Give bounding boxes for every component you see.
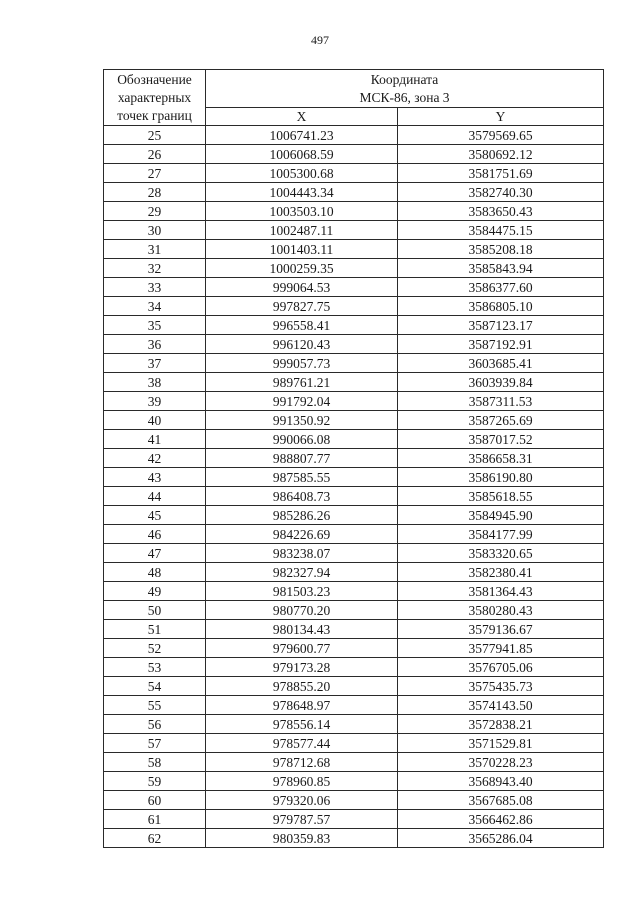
x-coordinate-cell: 979787.57 bbox=[206, 810, 398, 829]
x-coordinate-cell: 978712.68 bbox=[206, 753, 398, 772]
x-coordinate-cell: 1004443.34 bbox=[206, 183, 398, 202]
table-row bbox=[104, 392, 604, 411]
point-number-cell: 39 bbox=[104, 392, 206, 411]
table-row bbox=[104, 221, 604, 240]
coordinates-table bbox=[103, 69, 604, 848]
table-row bbox=[104, 297, 604, 316]
x-coordinate-cell: 978556.14 bbox=[206, 715, 398, 734]
y-coordinate-cell: 3583320.65 bbox=[398, 544, 604, 563]
table-row bbox=[104, 791, 604, 810]
point-number-cell: 60 bbox=[104, 791, 206, 810]
y-coordinate-cell: 3581751.69 bbox=[398, 164, 604, 183]
y-coordinate-cell: 3580280.43 bbox=[398, 601, 604, 620]
point-number-cell: 28 bbox=[104, 183, 206, 202]
table-row bbox=[104, 278, 604, 297]
y-coordinate-cell: 3568943.40 bbox=[398, 772, 604, 791]
y-coordinate-cell: 3587192.91 bbox=[398, 335, 604, 354]
x-coordinate-cell: 999057.73 bbox=[206, 354, 398, 373]
table-row bbox=[104, 316, 604, 335]
y-coordinate-cell: 3582740.30 bbox=[398, 183, 604, 202]
x-coordinate-cell: 1006068.59 bbox=[206, 145, 398, 164]
point-number-cell: 48 bbox=[104, 563, 206, 582]
point-number-cell: 41 bbox=[104, 430, 206, 449]
point-number-cell: 53 bbox=[104, 658, 206, 677]
point-number-cell: 43 bbox=[104, 468, 206, 487]
x-coordinate-cell: 996120.43 bbox=[206, 335, 398, 354]
y-coordinate-cell: 3586658.31 bbox=[398, 449, 604, 468]
point-number-cell: 56 bbox=[104, 715, 206, 734]
y-coordinate-cell: 3585618.55 bbox=[398, 487, 604, 506]
x-coordinate-cell: 1001403.11 bbox=[206, 240, 398, 259]
table-row bbox=[104, 506, 604, 525]
y-coordinate-cell: 3579136.67 bbox=[398, 620, 604, 639]
y-coordinate-cell: 3570228.23 bbox=[398, 753, 604, 772]
x-coordinate-cell: 980770.20 bbox=[206, 601, 398, 620]
table-row bbox=[104, 183, 604, 202]
table-row bbox=[104, 487, 604, 506]
y-coordinate-cell: 3583650.43 bbox=[398, 202, 604, 221]
y-coordinate-cell: 3581364.43 bbox=[398, 582, 604, 601]
point-number-cell: 54 bbox=[104, 677, 206, 696]
y-coordinate-cell: 3574143.50 bbox=[398, 696, 604, 715]
y-coordinate-cell: 3566462.86 bbox=[398, 810, 604, 829]
table-header bbox=[104, 70, 604, 126]
point-number-cell: 44 bbox=[104, 487, 206, 506]
y-coordinate-cell: 3586377.60 bbox=[398, 278, 604, 297]
header-row-top bbox=[104, 70, 604, 108]
x-coordinate-cell: 979173.28 bbox=[206, 658, 398, 677]
y-coordinate-cell: 3579569.65 bbox=[398, 126, 604, 145]
table-row bbox=[104, 525, 604, 544]
point-number-cell: 37 bbox=[104, 354, 206, 373]
table-row bbox=[104, 582, 604, 601]
point-number-cell: 30 bbox=[104, 221, 206, 240]
point-number-cell: 32 bbox=[104, 259, 206, 278]
x-coordinate-cell: 987585.55 bbox=[206, 468, 398, 487]
coordinate-title: Координата bbox=[370, 71, 439, 87]
point-number-cell: 29 bbox=[104, 202, 206, 221]
point-number-cell: 34 bbox=[104, 297, 206, 316]
point-number-cell: 57 bbox=[104, 734, 206, 753]
point-number-cell: 27 bbox=[104, 164, 206, 183]
x-coordinate-cell: 1003503.10 bbox=[206, 202, 398, 221]
x-coordinate-cell: 985286.26 bbox=[206, 506, 398, 525]
y-coordinate-cell: 3587017.52 bbox=[398, 430, 604, 449]
table-row bbox=[104, 430, 604, 449]
table-row bbox=[104, 126, 604, 145]
y-coordinate-cell: 3572838.21 bbox=[398, 715, 604, 734]
table-row bbox=[104, 620, 604, 639]
y-coordinate-cell: 3587311.53 bbox=[398, 392, 604, 411]
y-coordinate-cell: 3603685.41 bbox=[398, 354, 604, 373]
y-coordinate-cell: 3585208.18 bbox=[398, 240, 604, 259]
table-row bbox=[104, 677, 604, 696]
x-header: X bbox=[206, 108, 398, 126]
table-row bbox=[104, 753, 604, 772]
y-header: Y bbox=[398, 108, 604, 126]
y-coordinate-cell: 3576705.06 bbox=[398, 658, 604, 677]
x-coordinate-cell: 983238.07 bbox=[206, 544, 398, 563]
y-coordinate-cell: 3584945.90 bbox=[398, 506, 604, 525]
x-coordinate-cell: 1006741.23 bbox=[206, 126, 398, 145]
point-number-cell: 51 bbox=[104, 620, 206, 639]
point-number-cell: 47 bbox=[104, 544, 206, 563]
table-row bbox=[104, 734, 604, 753]
y-coordinate-cell: 3587265.69 bbox=[398, 411, 604, 430]
x-coordinate-cell: 990066.08 bbox=[206, 430, 398, 449]
x-coordinate-cell: 991350.92 bbox=[206, 411, 398, 430]
table-row bbox=[104, 354, 604, 373]
point-label-header: Обозначение характерных точек границ bbox=[104, 70, 206, 126]
point-number-cell: 40 bbox=[104, 411, 206, 430]
x-coordinate-cell: 984226.69 bbox=[206, 525, 398, 544]
y-coordinate-cell: 3586805.10 bbox=[398, 297, 604, 316]
table-row bbox=[104, 772, 604, 791]
point-number-cell: 52 bbox=[104, 639, 206, 658]
table-row bbox=[104, 696, 604, 715]
y-coordinate-cell: 3603939.84 bbox=[398, 373, 604, 392]
table-row bbox=[104, 544, 604, 563]
point-number-cell: 25 bbox=[104, 126, 206, 145]
y-coordinate-cell: 3580692.12 bbox=[398, 145, 604, 164]
table-row bbox=[104, 449, 604, 468]
point-number-cell: 46 bbox=[104, 525, 206, 544]
table-row bbox=[104, 259, 604, 278]
y-coordinate-cell: 3584475.15 bbox=[398, 221, 604, 240]
x-coordinate-cell: 979320.06 bbox=[206, 791, 398, 810]
x-coordinate-cell: 988807.77 bbox=[206, 449, 398, 468]
table-body bbox=[104, 126, 604, 848]
point-number-cell: 55 bbox=[104, 696, 206, 715]
table-row bbox=[104, 145, 604, 164]
point-number-cell: 33 bbox=[104, 278, 206, 297]
table-row bbox=[104, 563, 604, 582]
coordinate-system: МСК-86, зона 3 bbox=[359, 89, 450, 105]
x-coordinate-cell: 978648.97 bbox=[206, 696, 398, 715]
y-coordinate-cell: 3586190.80 bbox=[398, 468, 604, 487]
y-coordinate-cell: 3575435.73 bbox=[398, 677, 604, 696]
point-number-cell: 31 bbox=[104, 240, 206, 259]
table-row bbox=[104, 810, 604, 829]
table-row bbox=[104, 411, 604, 430]
point-number-cell: 42 bbox=[104, 449, 206, 468]
x-coordinate-cell: 978960.85 bbox=[206, 772, 398, 791]
x-coordinate-cell: 978855.20 bbox=[206, 677, 398, 696]
x-coordinate-cell: 1000259.35 bbox=[206, 259, 398, 278]
point-number-cell: 61 bbox=[104, 810, 206, 829]
point-number-cell: 45 bbox=[104, 506, 206, 525]
y-coordinate-cell: 3577941.85 bbox=[398, 639, 604, 658]
y-coordinate-cell: 3582380.41 bbox=[398, 563, 604, 582]
table-row bbox=[104, 164, 604, 183]
y-coordinate-cell: 3565286.04 bbox=[398, 829, 604, 848]
y-coordinate-cell: 3567685.08 bbox=[398, 791, 604, 810]
x-coordinate-cell: 980359.83 bbox=[206, 829, 398, 848]
point-number-cell: 36 bbox=[104, 335, 206, 354]
point-number-cell: 38 bbox=[104, 373, 206, 392]
point-number-cell: 58 bbox=[104, 753, 206, 772]
table-row bbox=[104, 715, 604, 734]
point-number-cell: 50 bbox=[104, 601, 206, 620]
page-number: 497 bbox=[311, 33, 329, 47]
point-number-cell: 26 bbox=[104, 145, 206, 164]
table-row bbox=[104, 639, 604, 658]
x-coordinate-cell: 991792.04 bbox=[206, 392, 398, 411]
x-coordinate-cell: 980134.43 bbox=[206, 620, 398, 639]
y-coordinate-cell: 3585843.94 bbox=[398, 259, 604, 278]
x-coordinate-cell: 989761.21 bbox=[206, 373, 398, 392]
table-row bbox=[104, 202, 604, 221]
point-number-cell: 49 bbox=[104, 582, 206, 601]
point-number-cell: 59 bbox=[104, 772, 206, 791]
x-coordinate-cell: 986408.73 bbox=[206, 487, 398, 506]
point-number-cell: 62 bbox=[104, 829, 206, 848]
x-coordinate-cell: 1002487.11 bbox=[206, 221, 398, 240]
table-row bbox=[104, 373, 604, 392]
x-coordinate-cell: 997827.75 bbox=[206, 297, 398, 316]
table-row bbox=[104, 658, 604, 677]
table-row bbox=[104, 240, 604, 259]
x-coordinate-cell: 978577.44 bbox=[206, 734, 398, 753]
x-coordinate-cell: 1005300.68 bbox=[206, 164, 398, 183]
x-coordinate-cell: 996558.41 bbox=[206, 316, 398, 335]
table-row bbox=[104, 468, 604, 487]
y-coordinate-cell: 3584177.99 bbox=[398, 525, 604, 544]
coordinate-header bbox=[206, 70, 604, 108]
table-row bbox=[104, 335, 604, 354]
x-coordinate-cell: 982327.94 bbox=[206, 563, 398, 582]
table-row bbox=[104, 601, 604, 620]
table-row bbox=[104, 829, 604, 848]
y-coordinate-cell: 3587123.17 bbox=[398, 316, 604, 335]
point-number-cell: 35 bbox=[104, 316, 206, 335]
x-coordinate-cell: 999064.53 bbox=[206, 278, 398, 297]
x-coordinate-cell: 979600.77 bbox=[206, 639, 398, 658]
x-coordinate-cell: 981503.23 bbox=[206, 582, 398, 601]
y-coordinate-cell: 3571529.81 bbox=[398, 734, 604, 753]
